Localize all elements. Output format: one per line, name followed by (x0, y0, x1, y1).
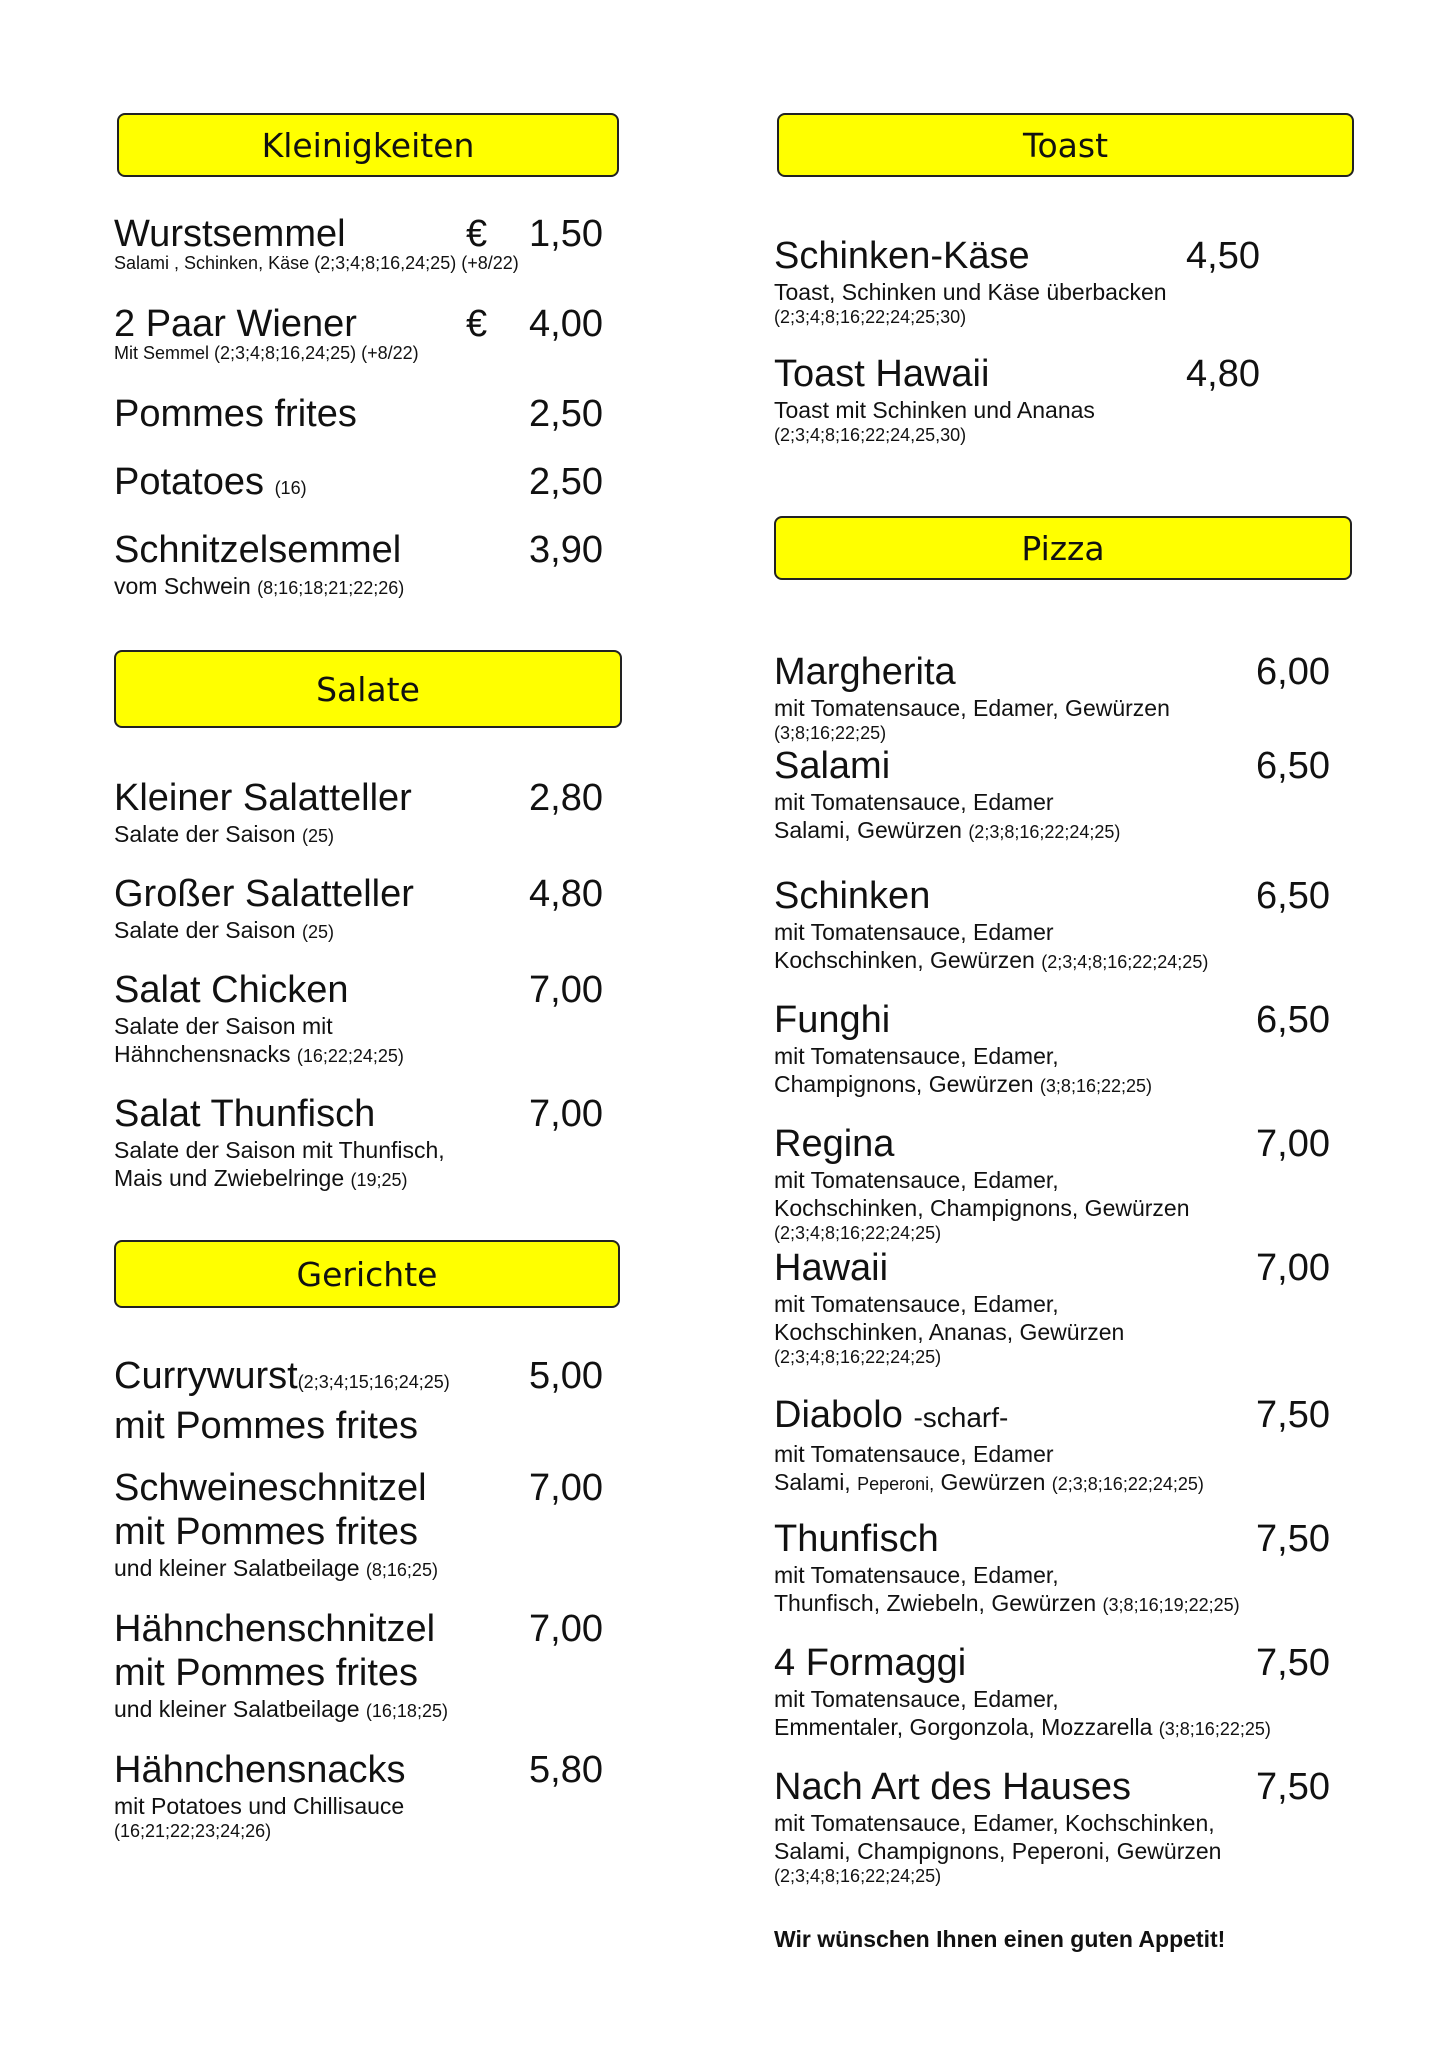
desc-allergens: (3;8;16;19;22;25) (1102, 1595, 1240, 1615)
desc-text: Emmentaler, Gorgonzola, Mozzarella (774, 1714, 1153, 1740)
section-header-salate (114, 650, 622, 728)
item-price: 2,80 (529, 777, 603, 819)
desc-text: Salami, (774, 1469, 851, 1495)
item-allergens: (2;3;4;8;16;22;24;25) (774, 1223, 942, 1243)
item-description-line-2 (774, 946, 1374, 976)
item-description-line-2: Salami, Champignons, Peperoni, Gewürzen (774, 1838, 1222, 1864)
item-name: Schinken-Käse (774, 235, 1030, 277)
item-description (114, 916, 614, 946)
item-description-line-2 (774, 1070, 1374, 1100)
item-price: 7,00 (1256, 1247, 1330, 1289)
item-description: mit Tomatensauce, Edamer, Gewürzen (774, 695, 1170, 721)
item-name: Currywurst (114, 1355, 298, 1397)
desc-allergens: (25) (301, 922, 334, 942)
menu-item-schinken (774, 874, 1374, 976)
item-description-line-2 (114, 1164, 614, 1194)
menu-item-funghi (774, 998, 1374, 1100)
item-allergens: (2;3;4;8;16;22;24,25,30) (774, 425, 967, 445)
menu-item-salami (774, 744, 1374, 846)
section-title: Kleinigkeiten (261, 125, 475, 165)
item-description (114, 820, 614, 850)
desc-allergens: (8;16;25) (365, 1560, 438, 1580)
desc-allergens: (2;3;8;16;22;24;25) (1051, 1474, 1204, 1494)
item-description-line-2 (774, 1589, 1374, 1619)
section-title: Pizza (1021, 528, 1105, 568)
menu-item-schweineschnitzel (114, 1466, 614, 1584)
menu-item-salat-thunfisch (114, 1092, 614, 1194)
item-name: Schweineschnitzel (114, 1467, 427, 1509)
item-name: 2 Paar Wiener (114, 303, 357, 345)
item-name: 4 Formaggi (774, 1642, 967, 1684)
section-title: Toast (1022, 125, 1109, 165)
menu-item-haehnchenschnitzel (114, 1607, 614, 1725)
item-price: 6,00 (1256, 651, 1330, 693)
item-name: Regina (774, 1123, 895, 1165)
item-name: Pommes frites (114, 393, 357, 435)
item-name: Kleiner Salatteller (114, 777, 412, 819)
item-description-line-2 (774, 1468, 1374, 1498)
item-description-line-1: mit Tomatensauce, Edamer, (774, 1562, 1059, 1588)
menu-item-currywurst (114, 1354, 614, 1448)
section-header-gerichte (114, 1240, 620, 1308)
desc-text: Thunfisch, Zwiebeln, Gewürzen (774, 1590, 1097, 1616)
item-price: 3,90 (529, 529, 603, 571)
desc-small-text: Peperoni, (857, 1474, 935, 1494)
menu-item-nach-art-des-hauses (774, 1765, 1374, 1887)
item-name: Thunfisch (774, 1518, 939, 1560)
item-allergens: (16;21;22;23;24;26) (114, 1821, 272, 1841)
item-name: Schinken (774, 875, 931, 917)
item-price: 4,80 (529, 873, 603, 915)
desc-allergens: (16;22;24;25) (296, 1046, 404, 1066)
item-price: 2,50 (529, 461, 603, 503)
item-description-line-1: mit Tomatensauce, Edamer (774, 919, 1054, 945)
item-description-line-1: Salate der Saison mit Thunfisch, (114, 1137, 445, 1163)
item-allergens: (16) (274, 478, 307, 498)
item-name: Diabolo (774, 1394, 903, 1436)
desc-allergens: (8;16;18;21;22;26) (257, 578, 405, 598)
desc-text: vom Schwein (114, 573, 251, 599)
desc-text: Kochschinken, Gewürzen (774, 947, 1035, 973)
desc-allergens: (2;3;4;8;16;22;24;25) (1041, 952, 1209, 972)
item-description (114, 572, 614, 602)
item-description-line-1: mit Tomatensauce, Edamer (774, 1441, 1054, 1467)
item-description-line-1: mit Tomatensauce, Edamer, (774, 1167, 1059, 1193)
item-allergens: (3;8;16;22;25) (774, 723, 887, 743)
item-price: 7,00 (529, 1467, 603, 1509)
item-description (114, 1695, 614, 1725)
menu-item-kleiner-salatteller (114, 776, 614, 850)
menu-item-grosser-salatteller (114, 872, 614, 946)
item-allergens: (2;3;4;8;16;22;24;25) (774, 1347, 942, 1367)
item-price: 7,00 (529, 1093, 603, 1135)
item-name: Salat Thunfisch (114, 1093, 376, 1135)
item-price: 7,50 (1256, 1394, 1330, 1436)
item-price: 7,50 (1256, 1642, 1330, 1684)
item-name-line-2: mit Pommes frites (114, 1511, 419, 1553)
item-price: 2,50 (529, 393, 603, 435)
item-description: Mit Semmel (2;3;4;8;16,24;25) (+8/22) (114, 343, 419, 363)
item-name: Salami (774, 745, 891, 787)
desc-text: Salate der Saison (114, 917, 296, 943)
item-description: Toast, Schinken und Käse überbacken (774, 279, 1167, 305)
item-description-line-1: mit Tomatensauce, Edamer, Kochschinken, (774, 1810, 1215, 1836)
item-description-line-2: Kochschinken, Champignons, Gewürzen (774, 1195, 1190, 1221)
menu-item-margherita (774, 650, 1374, 744)
desc-allergens: (16;18;25) (365, 1701, 448, 1721)
item-name: Hähnchenschnitzel (114, 1608, 436, 1650)
menu-item-diabolo (774, 1393, 1374, 1498)
item-price: 6,50 (1256, 745, 1330, 787)
item-name: Wurstsemmel (114, 213, 346, 255)
menu-item-toast-hawaii (774, 352, 1374, 446)
item-name-line-2: mit Pommes frites (114, 1405, 419, 1447)
currency-symbol: € (466, 213, 488, 255)
desc-allergens: (25) (301, 826, 334, 846)
footer-greeting: Wir wünschen Ihnen einen guten Appetit! (774, 1926, 1226, 1952)
menu-item-haehnchensnacks (114, 1748, 614, 1842)
item-description-line-1: mit Tomatensauce, Edamer, (774, 1043, 1059, 1069)
item-name: Nach Art des Hauses (774, 1766, 1131, 1808)
menu-item-4-formaggi (774, 1641, 1374, 1743)
section-header-kleinigkeiten (117, 113, 619, 177)
item-price: 7,00 (1256, 1123, 1330, 1165)
section-header-pizza (774, 516, 1352, 580)
item-name-suffix: -scharf- (913, 1402, 1009, 1433)
desc-text: Mais und Zwiebelringe (114, 1165, 345, 1191)
section-header-toast (777, 113, 1354, 177)
desc-text: Hähnchensnacks (114, 1041, 291, 1067)
menu-item-salat-chicken (114, 968, 614, 1070)
item-name: Funghi (774, 999, 891, 1041)
item-name: Hähnchensnacks (114, 1749, 406, 1791)
item-price: 6,50 (1256, 875, 1330, 917)
item-description-line-2 (774, 1713, 1374, 1743)
item-price: 7,50 (1256, 1766, 1330, 1808)
item-allergens: (2;3;4;8;16;22;24;25) (774, 1866, 942, 1886)
desc-text: und kleiner Salatbeilage (114, 1555, 360, 1581)
menu-item-pommes-frites (114, 392, 614, 436)
desc-text-rest: Gewürzen (940, 1469, 1046, 1495)
item-price: 1,50 (529, 213, 603, 255)
item-price: 4,00 (529, 303, 603, 345)
item-description (114, 1554, 614, 1584)
item-name: Hawaii (774, 1247, 889, 1289)
item-description-line-1: mit Tomatensauce, Edamer, (774, 1291, 1059, 1317)
item-name: Salat Chicken (114, 969, 349, 1011)
item-description: Salami , Schinken, Käse (2;3;4;8;16,24;25) (+8/22) (114, 253, 519, 273)
item-name: Toast Hawaii (774, 353, 990, 395)
menu-item-thunfisch (774, 1517, 1374, 1619)
menu-item-regina (774, 1122, 1374, 1244)
desc-text: Salate der Saison (114, 821, 296, 847)
item-price: 5,80 (529, 1749, 603, 1791)
item-price: 4,50 (1186, 235, 1260, 277)
item-name: Potatoes (114, 461, 264, 503)
desc-allergens: (3;8;16;22;25) (1039, 1076, 1152, 1096)
item-allergens: (2;3;4;8;16;22;24;25;30) (774, 307, 967, 327)
menu-item-schinken-kaese (774, 234, 1374, 328)
section-title: Gerichte (296, 1254, 438, 1294)
menu-item-2-paar-wiener (114, 302, 614, 364)
menu-item-hawaii (774, 1246, 1374, 1368)
section-title: Salate (316, 669, 420, 709)
item-description-line-2 (114, 1040, 614, 1070)
item-description-line-2: Kochschinken, Ananas, Gewürzen (774, 1319, 1125, 1345)
desc-text: Salami, Gewürzen (774, 817, 962, 843)
item-price: 7,00 (529, 969, 603, 1011)
item-price: 4,80 (1186, 353, 1260, 395)
item-price: 7,50 (1256, 1518, 1330, 1560)
desc-text: und kleiner Salatbeilage (114, 1696, 360, 1722)
item-name: Großer Salatteller (114, 873, 414, 915)
item-name-line-2: mit Pommes frites (114, 1652, 419, 1694)
currency-symbol: € (466, 303, 488, 345)
item-description: Toast mit Schinken und Ananas (774, 397, 1095, 423)
menu-item-schnitzelsemmel (114, 528, 614, 602)
item-allergens: (2;3;4;15;16;24;25) (297, 1372, 450, 1392)
item-price: 6,50 (1256, 999, 1330, 1041)
desc-text: Champignons, Gewürzen (774, 1071, 1034, 1097)
desc-allergens: (19;25) (350, 1170, 408, 1190)
item-price: 5,00 (529, 1355, 603, 1397)
item-description: mit Potatoes und Chillisauce (114, 1793, 405, 1819)
item-name: Margherita (774, 651, 956, 693)
item-name: Schnitzelsemmel (114, 529, 402, 571)
menu-item-wurstsemmel (114, 212, 614, 274)
item-price: 7,00 (529, 1608, 603, 1650)
item-description-line-2 (774, 816, 1374, 846)
desc-allergens: (3;8;16;22;25) (1158, 1719, 1271, 1739)
menu-item-potatoes (114, 460, 614, 510)
item-description-line-1: Salate der Saison mit (114, 1013, 333, 1039)
desc-allergens: (2;3;8;16;22;24;25) (968, 822, 1121, 842)
item-description-line-1: mit Tomatensauce, Edamer (774, 789, 1054, 815)
item-description-line-1: mit Tomatensauce, Edamer, (774, 1686, 1059, 1712)
